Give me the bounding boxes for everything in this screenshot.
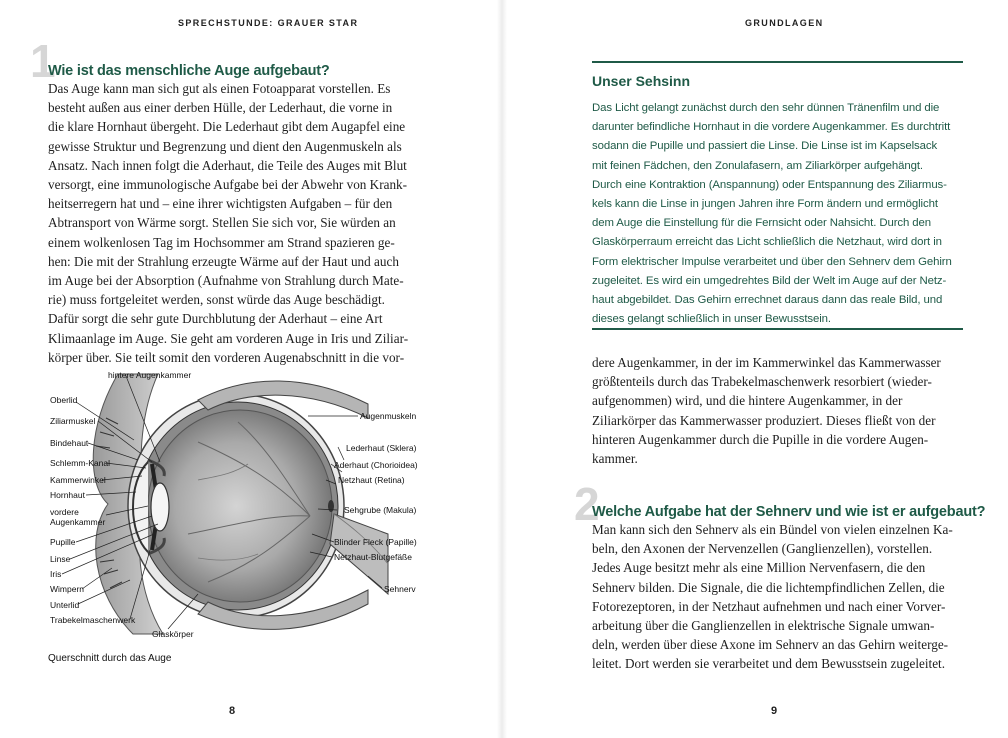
text-line: kels kann die Linse in jungen Jahren ihre Form ändern und ermöglicht xyxy=(592,198,938,211)
running-head-left: SPRECHSTUNDE: GRAUER STAR xyxy=(178,18,359,28)
text-line: größtenteils durch das Trabekelmaschenwerk resorbiert (wieder- xyxy=(592,374,932,390)
label-hornhaut: Hornhaut xyxy=(50,490,85,500)
text-line: rie) muss fortgeleitet werden, sonst würde das Auge beschädigt. xyxy=(48,292,385,308)
label-unterlid: Unterlid xyxy=(50,600,80,610)
label-linse: Linse xyxy=(50,554,71,564)
left-paragraph xyxy=(48,79,415,367)
text-line: die klare Hornhaut übergeht. Die Lederhaut gibt dem Augapfel eine xyxy=(48,119,406,135)
text-line: Klimaanlage im Auge. Sie geht am vorderen Auge in Iris und Ziliar- xyxy=(48,330,409,346)
label-wimpern: Wimpern xyxy=(50,584,85,594)
page-number-right: 9 xyxy=(771,705,778,717)
left-page xyxy=(0,0,500,738)
label-augenkammer: Augenkammer xyxy=(50,517,106,527)
label-ziliarmuskel: Ziliarmuskel xyxy=(50,416,96,426)
label-augenmuskeln: Augenmuskeln xyxy=(360,411,417,421)
label-iris: Iris xyxy=(50,569,62,579)
text-line: im Auge bei der Absorption (Aufnahme von Strahlung durch Mate- xyxy=(48,273,404,289)
text-line: dieses gelangt schließlich in unser Bewusstsein. xyxy=(592,313,831,326)
text-line: mit feinen Fädchen, den Zonulafasern, am Ziliarkörper aufgehängt. xyxy=(592,159,923,172)
text-line: hen: Die mit der Strahlung erzeugte Wärme auf der Haut und auch xyxy=(48,253,399,269)
eye-cross-section-figure xyxy=(48,364,424,646)
text-line: sodann die Pupille und passiert die Linse. Die Linse ist im Kapselsack xyxy=(592,140,938,153)
text-line: Form elektrischer Impulse verarbeitet und über den Sehnerv dem Gehirn xyxy=(592,255,952,268)
label-netzhaut-blutgefaesse: Netzhaut-Blutgefäße xyxy=(334,552,412,562)
text-line: Man kann sich den Sehnerv als ein Bündel von vielen einzelnen Ka- xyxy=(592,522,953,537)
text-line: Sehnerv bilden. Die Signale, die die lichtempfindlichen Zellen, die xyxy=(592,579,945,595)
text-line: Abtransport von Wärme sorgt. Stellen Sie sich vor, Sie würden an xyxy=(48,215,396,231)
right-paragraph xyxy=(592,520,962,674)
label-glaskoerper: Glaskörper xyxy=(152,629,194,639)
label-blinder-fleck: Blinder Fleck (Papille) xyxy=(334,537,417,547)
text-line: arbeitung über die Ganglienzellen in elektrische Signale umwan- xyxy=(592,618,935,634)
label-sehnerv: Sehnerv xyxy=(384,584,416,594)
question-title-2: Welche Aufgabe hat der Sehnerv und wie ist er aufgebaut? xyxy=(592,504,986,520)
label-aderhaut: Aderhaut (Chorioidea) xyxy=(334,460,418,470)
continuation-paragraph xyxy=(592,353,960,468)
label-kammerwinkel: Kammerwinkel xyxy=(50,475,106,485)
text-line: körper über. Sie teilt somit den vorderen Augenabschnitt in die vor- xyxy=(48,349,405,365)
text-line: Ziliarkörper das Kammerwasser produziert. Dieses fließt von der xyxy=(592,412,936,428)
label-bindehaut: Bindehaut xyxy=(50,438,89,448)
label-lederhaut: Lederhaut (Sklera) xyxy=(346,443,417,453)
label-netzhaut: Netzhaut (Retina) xyxy=(338,475,405,485)
label-trabekelmaschenwerk: Trabekelmaschenwerk xyxy=(50,615,136,625)
text-line: dem Auge die Einstellung für die Fernsicht oder Nahsicht. Durch den xyxy=(592,217,932,230)
text-line: Jedes Auge besitzt mehr als eine Million Nervenfasern, die den xyxy=(592,560,926,576)
label-hintere-augenkammer: hintere Augenkammer xyxy=(108,370,192,380)
label-oberlid: Oberlid xyxy=(50,395,78,405)
running-head-right: GRUNDLAGEN xyxy=(745,18,824,28)
text-line: Dafür sorgt die sehr gute Durchblutung der Aderhaut – eine Art xyxy=(48,311,383,327)
info-box-title: Unser Sehsinn xyxy=(592,73,691,89)
info-box-text xyxy=(592,99,961,329)
text-line: Fotorezeptoren, in der Netzhaut aufnehmen und nach einer Vorver- xyxy=(592,598,946,614)
label-sehgrube: Sehgrube (Makula) xyxy=(344,505,417,515)
text-line: deln, werden über diese Axone im Sehnerv an das Gehirn weiterge- xyxy=(592,637,949,653)
label-pupille: Pupille xyxy=(50,537,76,547)
text-line: gewisse Struktur und Begrenzung und dient den Augenmuskeln als xyxy=(48,138,402,154)
text-line: heitserregern hat und – eine ihrer wichtigsten Aufgaben – für den xyxy=(48,196,393,212)
text-line: versorgt, eine immunologische Aufgabe bei der Abwehr von Krank- xyxy=(48,177,408,193)
text-line: aufgenommen) wird, und die hintere Augenkammer, in der xyxy=(592,393,903,409)
text-line: kammer. xyxy=(592,451,638,467)
text-line: leitet. Dort werden sie verarbeitet und dem Bewusstsein zugeleitet. xyxy=(592,656,946,672)
text-line: beln, den Axonen der Nervenzellen (Ganglienzellen), vorstellen. xyxy=(592,541,933,557)
text-line: Ansatz. Nach innen folgt die Aderhaut, die Teile des Auges mit Blut xyxy=(48,157,407,173)
label-vordere: vordere xyxy=(50,507,79,517)
text-line: besteht außen aus einer derben Hülle, der Lederhaut, die vorne in xyxy=(48,100,393,116)
text-line: Glaskörperraum erreicht das Licht schließlich die Netzhaut, wird dort in xyxy=(592,236,942,249)
question-title-1: Wie ist das menschliche Auge aufgebaut? xyxy=(48,63,330,79)
question-number-2: 2 xyxy=(574,478,600,530)
text-line: einem wolkenlosen Tag im Hochsommer am Strand spazieren ge- xyxy=(48,234,395,250)
text-line: haut abgebildet. Das Gehirn errechnet daraus dann das reale Bild, und xyxy=(592,294,943,307)
info-box-sehsinn xyxy=(592,61,963,330)
text-line: Das Auge kann man sich gut als einen Fotoapparat vorstellen. Es xyxy=(48,81,391,96)
question-number-1: 1 xyxy=(30,35,56,87)
text-line: darunter befindliche Hornhaut in die vordere Augenkammer. Es durchtritt xyxy=(592,121,951,134)
text-line: hinteren Augenkammer durch die Pupille in die vordere Augen- xyxy=(592,431,929,447)
figure-caption: Querschnitt durch das Auge xyxy=(48,653,172,664)
text-line: Das Licht gelangt zunächst durch den sehr dünnen Tränenfilm und die xyxy=(592,102,940,114)
label-schlemm-kanal: Schlemm-Kanal xyxy=(50,458,110,468)
right-page xyxy=(505,0,1008,738)
text-line: Durch eine Kontraktion (Anspannung) oder Entspannung des Ziliarmus- xyxy=(592,178,947,191)
page-number-left: 8 xyxy=(229,705,236,717)
text-line: zugeleitet. Es wird ein umgedrehtes Bild der Welt im Auge auf der Netz- xyxy=(592,274,947,287)
text-line: dere Augenkammer, in der im Kammerwinkel das Kammerwasser xyxy=(592,355,941,370)
